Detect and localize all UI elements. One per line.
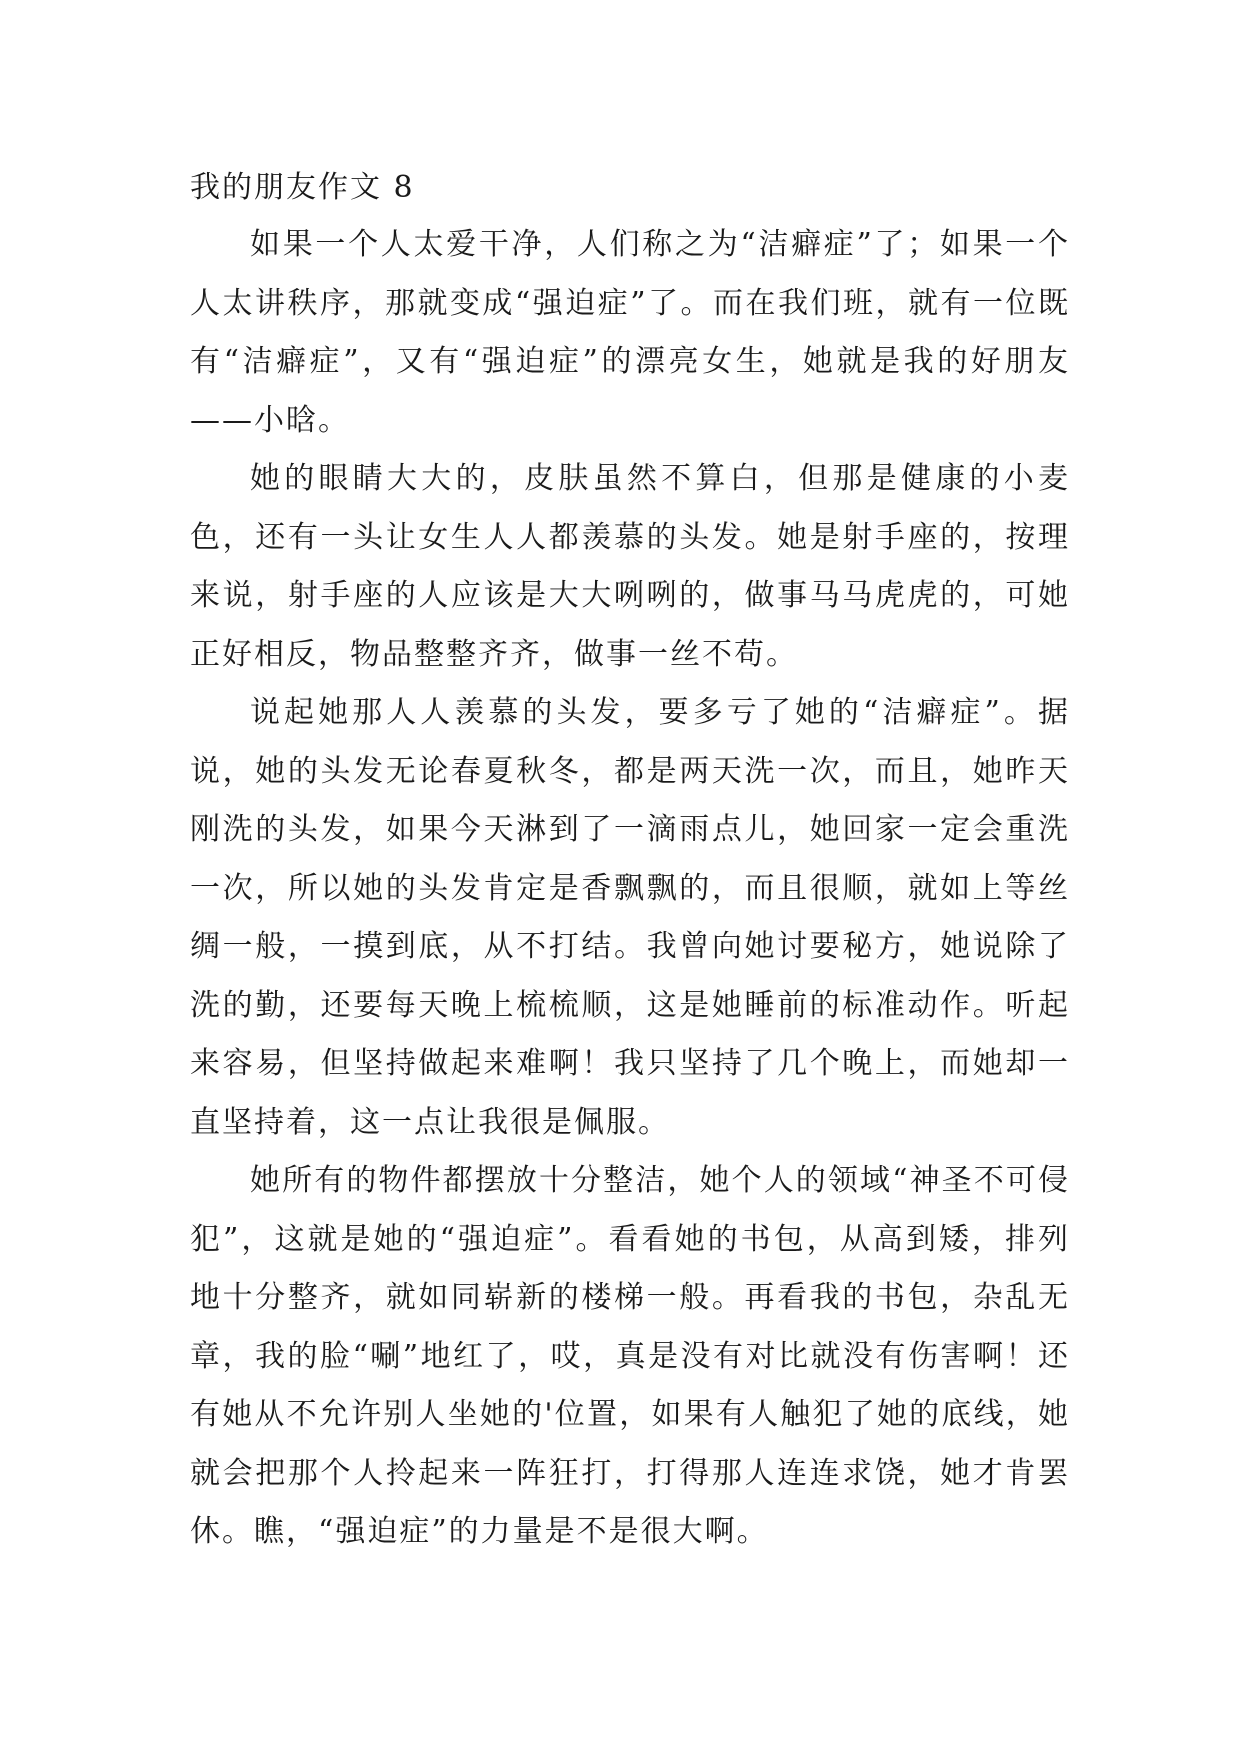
paragraph-4: 她所有的物件都摆放十分整洁，她个人的领域“神圣不可侵犯”，这就是她的“强迫症”。看看她的书包，从高到矮，排列地十分整齐，就如同崭新的楼梯一般。再看我的书包，杂乱无章，我的脸“唰”地红了，哎，真是没有对比就没有伤害啊！还有她从不允许别人坐她的'位置，如果有人触犯了她的底线，她就会把那个人拎起来一阵狂打，打得那人连连求饶，她才肯罢休。瞧，“强迫症”的力量是不是很大啊。 bbox=[190, 1163, 1070, 1549]
paragraph-2: 她的眼睛大大的，皮肤虽然不算白，但那是健康的小麦色，还有一头让女生人人都羡慕的头发。她是射手座的，按理来说，射手座的人应该是大大咧咧的，做事马马虎虎的，可她正好相反，物品整整齐齐，做事一丝不苟。 bbox=[190, 461, 1070, 672]
paragraph-3: 说起她那人人羡慕的头发，要多亏了她的“洁癖症”。据说，她的头发无论春夏秋冬，都是两天洗一次，而且，她昨天刚洗的头发，如果今天淋到了一滴雨点儿，她回家一定会重洗一次，所以她的头发肯定是香飘飘的，而且很顺，就如上等丝绸一般，一摸到底，从不打结。我曾向她讨要秘方，她说除了洗的勤，还要每天晚上梳梳顺，这是她睡前的标准动作。听起来容易，但坚持做起来难啊！我只坚持了几个晚上，而她却一直坚持着，这一点让我很是佩服。 bbox=[190, 695, 1070, 1140]
paragraph-1: 如果一个人太爱干净，人们称之为“洁癖症”了；如果一个人太讲秩序，那就变成“强迫症”了。而在我们班，就有一位既有“洁癖症”，又有“强迫症”的漂亮女生，她就是我的好朋友——小晗。 bbox=[190, 227, 1070, 438]
document-body bbox=[190, 160, 1070, 1562]
document-title: 我的朋友作文 8 bbox=[190, 170, 415, 205]
